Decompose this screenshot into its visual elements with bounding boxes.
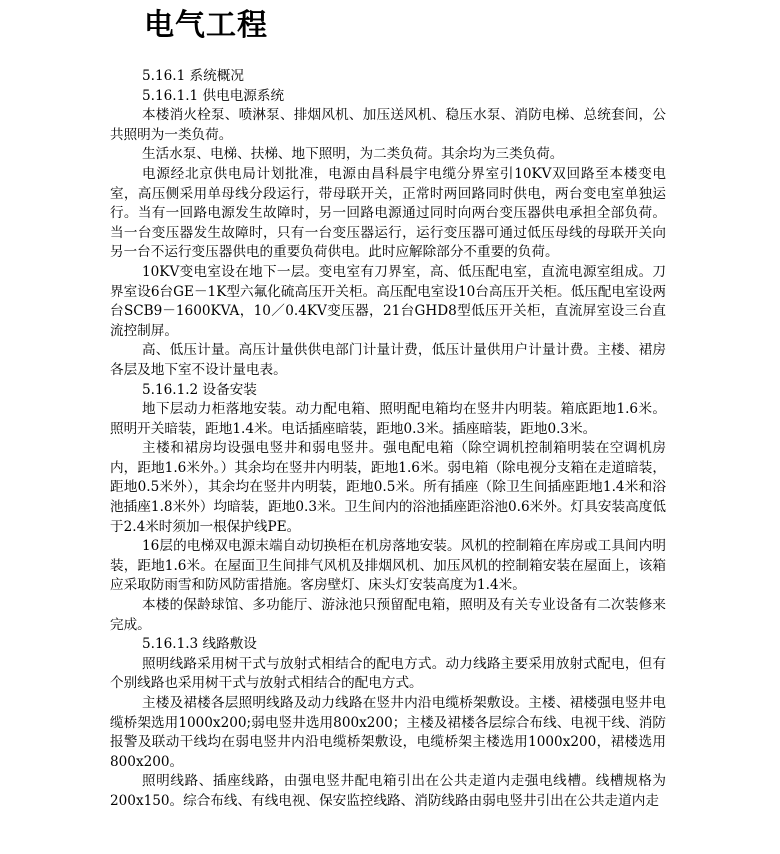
paragraph-cable-trays: 主楼及裙楼各层照明线路及动力线路在竖井内沿电缆桥架敷设。主楼、裙楼强电竖井电缆桥架选用1000x200;弱电竖井选用800x200；主楼及裙楼各层综合布线、电视干线、消防报警及联动干线均在弱电竖井内沿电缆桥架敷设，电缆桥架主楼选用1000x200，裙楼选用800x200。 [110, 695, 666, 770]
paragraph-substation: 10KV变电室设在地下一层。变电室有刀界室，高、低压配电室，直流电源室组成。刀界室设6台GE－1K型六氟化硫高压开关柜。高压配电室设10台高压开关柜。低压配电室设两台SCB9－1600KVA，10／0.4KV变压器，21台GHD8型低压开关柜，直流屏室设三台直流控制屏。 [110, 263, 666, 339]
paragraph-power-source: 电源经北京供电局计划批准，电源由昌科晨宇电缆分界室引10KV双回路至本楼变电室，高压侧采用单母线分段运行，带母联开关，正常时两回路同时供电，两台变电室单独运行。当有一回路电源发生故障时，另一回路电源通过同时向两台变压器供电承担全部负荷。当一台变压器发生故障时，只有一台变压器运行，运行变压器可通过低压母线的母联开关向另一台不运行变压器供电的重要负荷供电。此时应解除部分不重要的负荷。 [110, 165, 666, 261]
paragraph-shafts: 主楼和裙房均设强电竖井和弱电竖井。强电配电箱（除空调机控制箱明装在空调机房内，距地1.6米外。）其余均在竖井内明装，距地1.6米。弱电箱（除电视分支箱在走道暗装，距地0.5米外），其余均在竖井内明装，距地0.5米。所有插座（除卫生间插座距地1.4米和浴池插座1.8米外）均暗装，距地0.3米。卫生间内的浴池插座距浴池0.6米外。灯具安装高度低于2.4米时须加一根保护线PE。 [110, 440, 666, 535]
paragraph-reserved-boxes: 本楼的保龄球馆、多功能厅、游泳池只预留配电箱，照明及有关专业设备有二次装修来完成。 [110, 597, 666, 633]
paragraph-class-one-load: 本楼消火栓泵、喷淋泵、排烟风机、加压送风机、稳压水泵、消防电梯、总统套间，公共照明为一类负荷。 [110, 107, 666, 143]
document-body [110, 67, 666, 812]
section-heading-system-overview: 5.16.1 系统概况 [142, 68, 244, 84]
section-heading-power-supply: 5.16.1.1 供电电源系统 [142, 87, 285, 104]
paragraph-trunking: 照明线路、插座线路，由强电竖井配电箱引出在公共走道内走强电线槽。线槽规格为200x150。综合布线、有线电视、保安监控线路、消防线路由弱电竖井引出在公共走道内走 [110, 773, 666, 809]
section-heading-wiring: 5.16.1.3 线路敷设 [142, 636, 257, 653]
paragraph-basement-installation: 地下层动力柜落地安装。动力配电箱、照明配电箱均在竖井内明装。箱底距地1.6米。照明开关暗装，距地1.4米。电话插座暗装，距地0.3米。插座暗装，距地0.3米。 [110, 401, 666, 437]
paragraph-metering: 高、低压计量。高压计量供供电部门计量计费，低压计量供用户计量计费。主楼、裙房各层及地下室不设计量电表。 [110, 342, 666, 378]
paragraph-class-two-load: 生活水泵、电梯、扶梯、地下照明，为二类负荷。其余均为三类负荷。 [142, 146, 564, 163]
paragraph-distribution-method: 照明线路采用树干式与放射式相结合的配电方式。动力线路主要采用放射式配电，但有个别线路也采用树干式与放射式相结合的配电方式。 [110, 655, 666, 692]
section-heading-equipment-installation: 5.16.1.2 设备安装 [142, 381, 257, 398]
page-title: 电气工程 [144, 8, 268, 43]
paragraph-elevator-fan-boxes: 16层的电梯双电源末端自动切换柜在机房落地安装。风机的控制箱在库房或工具间内明装，距地1.6米。在屋面卫生间排气风机及排烟风机、加压风机的控制箱安装在屋面上，该箱应采取防雨雪和防风防雷措施。客房壁灯、床头灯安装高度为1.4米。 [110, 538, 666, 594]
